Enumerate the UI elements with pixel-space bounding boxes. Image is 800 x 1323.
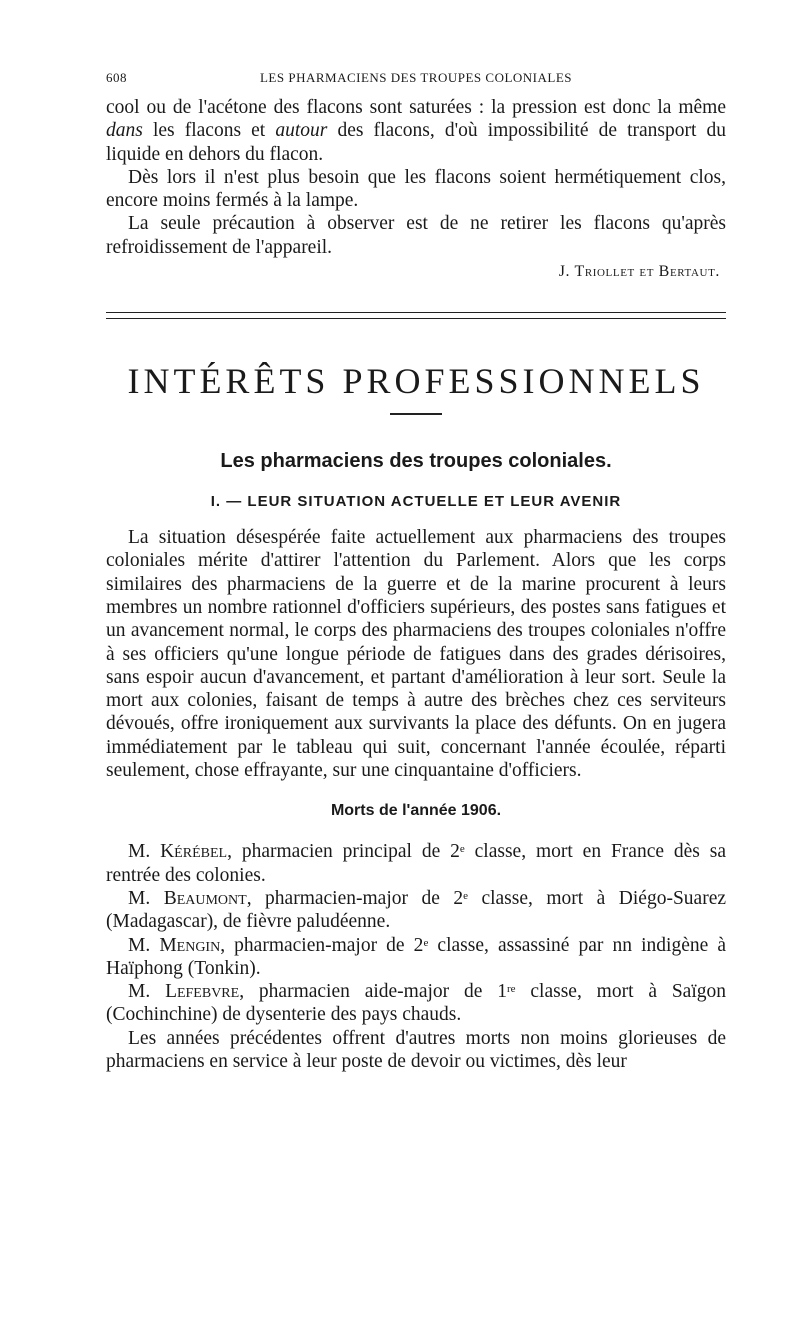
emphasis-dans: dans [106,120,143,142]
emphasis-autour: autour [275,120,328,142]
article-title: Les pharmaciens des troupes coloniales. [220,450,612,473]
death-entry: M. Lefebvre, pharmacien aide-major de 1re classe, mort à Saïgon (Cochinchine) de dysenterie des pays chauds. [106,981,726,1026]
running-head [106,70,726,96]
death-entry: M. Beaumont, pharmacien-major de 2e classe, mort à Diégo-Suarez (Madagascar), de fièvre paludéenne. [106,887,727,933]
page-number: 608 [106,70,127,85]
signature: J. Triollet et Bertaut. [558,263,720,281]
title-rule [390,413,442,415]
death-entry: M. Mengin, pharmacien-major de 2e classe, assassiné par nn indigène à Haïphong (Tonkin). [106,934,726,979]
double-rule-divider [106,312,726,313]
person-name: Beaumont [163,887,247,909]
running-title: LES PHARMACIENS DES TROUPES COLONIALES [259,70,572,85]
prev-paragraph-3: La seule précaution à observer est de ne retirer les flacons qu'après refroidissement de l'appareil. [106,213,726,258]
article-subtitle: I. — LEUR SITUATION ACTUELLE ET LEUR AVENIR [210,493,622,511]
prev-paragraph-1: cool ou de l'acétone des flacons sont saturées : la pression est donc la même dans les flacons et autour des flacons, d'où impossibilité de transport du liquide en dehors du flacon. [106,97,727,165]
person-name: Kérébel [160,841,228,863]
prev-paragraph-2: Dès lors il n'est plus besoin que les flacons soient hermétiquement clos, encore moins fermés à la lampe. [106,166,726,212]
person-name: Mengin [159,934,221,956]
deaths-list [106,840,726,1026]
death-entry: M. Kérébel, pharmacien principal de 2e classe, mort en France dès sa rentrée des colonies. [106,841,726,886]
section-title: INTÉRÊTS PROFESSIONNELS [127,361,705,402]
deaths-heading: Morts de l'année 1906. [330,802,502,820]
closing-paragraph: Les années précédentes offrent d'autres morts non moins glorieuses de pharmaciens en service à leur poste de devoir ou victimes, dès leur [106,1027,726,1073]
intro-paragraph: La situation désespérée faite actuellement aux pharmaciens des troupes coloniales mérite d'attirer l'attention du Parlement. Alors que les corps similaires des pharmaciens de la guerre et de la marine procurent à leurs membres un nombre rationnel d'officiers supérieurs, des postes sans fatigues et un avancement normal, le corps des pharmaciens des troupes coloniales n'offre à ses officiers qu'une longue période de fatigues dans des grades dérisoires, sans espoir aucun d'avancement, et partant d'amélioration à leur sort. Seule la mort aux colonies, faisant de temps à autre des brèches chez ces serviteurs dévoués, offre ironiquement aux survivants la place des défunts. On en jugera immédiatement par le tableau qui suit, concernant l'année écoulée, réparti seulement, chose effrayante, sur une cinquantaine d'officiers. [106,527,726,782]
person-name: Lefebvre [165,981,240,1003]
page [106,70,726,1073]
